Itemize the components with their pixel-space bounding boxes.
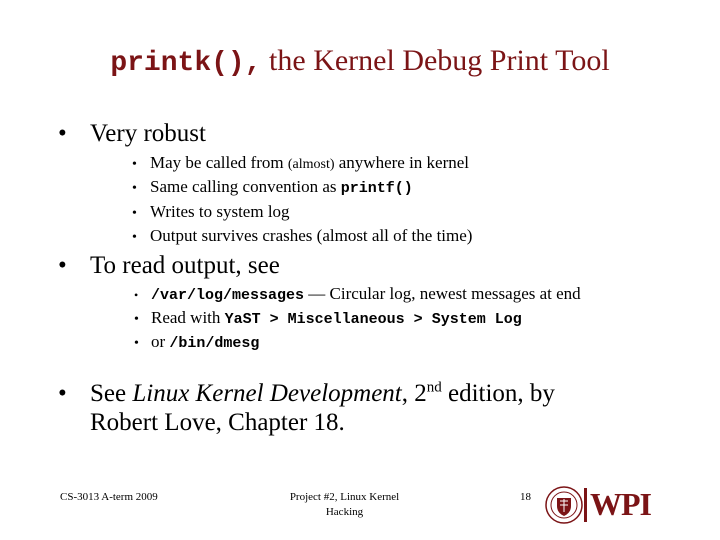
slide-title	[0, 44, 720, 79]
sub-bullet: • or /bin/dmesg	[134, 332, 260, 352]
sub-bullet: • Writes to system log	[132, 202, 290, 221]
wpi-logo: WPI	[590, 486, 651, 522]
bullet-marker: •	[58, 380, 67, 407]
bullet-marker: •	[58, 120, 67, 147]
bullet-text: Very robust	[90, 120, 206, 147]
bullet-see-book-line2: Robert Love, Chapter 18.	[90, 409, 345, 436]
sub-bullet: • Same calling convention as printf()	[132, 177, 413, 197]
bullet-text: To read output, see	[90, 252, 280, 279]
title-code: printk(),	[110, 48, 262, 79]
logo-divider	[584, 488, 587, 522]
bullet-very-robust	[58, 120, 206, 148]
sub-bullet: • Read with YaST > Miscellaneous > System Log	[134, 308, 522, 328]
footer-course: CS-3013 A-term 2009	[60, 491, 158, 503]
footer-project: Project #2, Linux Kernel Hacking	[289, 491, 400, 518]
sub-bullet: • May be called from (almost) anywhere in kernel	[132, 153, 470, 172]
wpi-seal-icon	[545, 486, 583, 524]
page-number: 18	[520, 491, 531, 503]
title-text: the Kernel Debug Print Tool	[269, 44, 610, 77]
sub-bullet: • /var/log/messages — Circular log, newest messages at end	[134, 284, 581, 304]
bullet-marker: •	[58, 252, 67, 279]
sub-bullet: • Output survives crashes (almost all of the time)	[132, 226, 473, 245]
bullet-see-book: • See Linux Kernel Development, 2nd edition, by	[58, 379, 555, 407]
bullet-read-output	[58, 252, 280, 280]
